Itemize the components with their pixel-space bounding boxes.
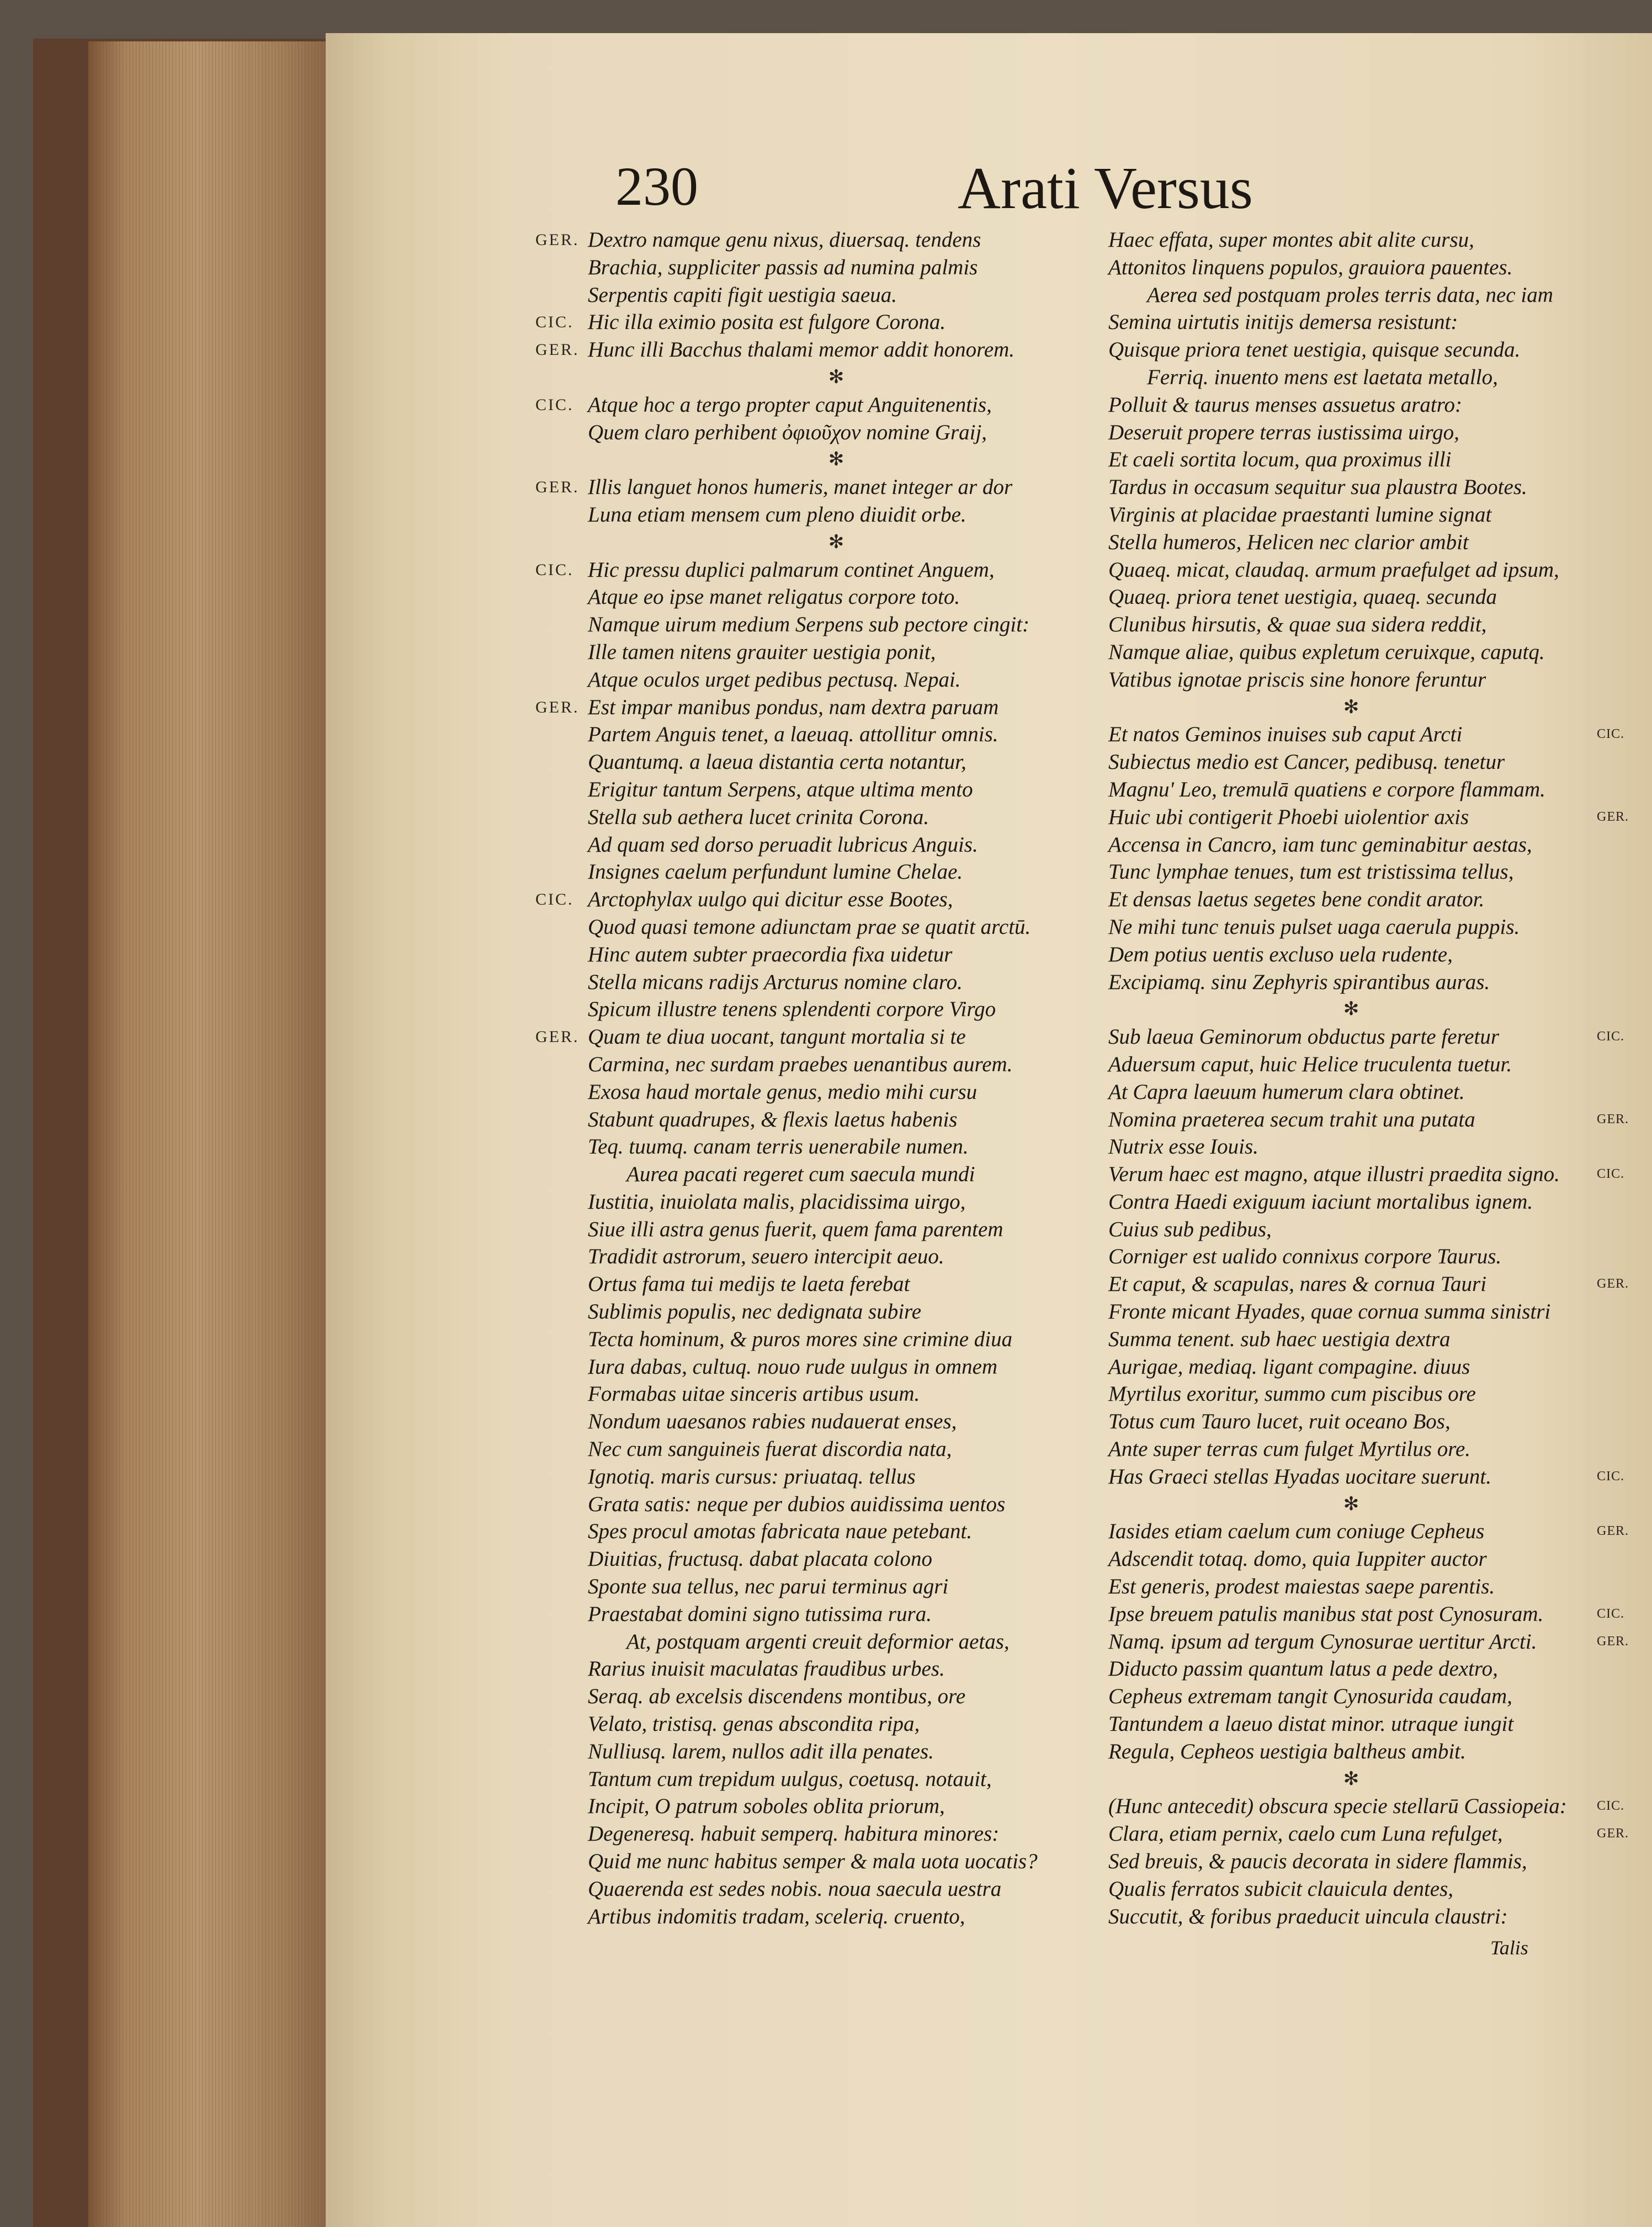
running-title: Arati Versus [958, 156, 1253, 221]
verse-line [1108, 1353, 1594, 1381]
verse-text: Adscendit totaq. domo, quia Iuppiter auctor [1108, 1547, 1487, 1571]
speaker-siglum: GER. [535, 478, 580, 497]
verse-line [1108, 1326, 1594, 1353]
verse-line [588, 254, 1085, 281]
verse-line [1108, 1903, 1594, 1931]
verse-text: Formabas uitae sinceris artibus usum. [588, 1382, 920, 1406]
verse-line [1108, 501, 1594, 529]
verse-line [588, 1106, 1085, 1134]
verse-line [588, 1271, 1085, 1298]
verse-line [1108, 1875, 1594, 1903]
section-ornament: ✻ [1343, 1493, 1359, 1514]
verse-text: Ad quam sed dorso peruadit lubricus Anguis. [588, 832, 978, 857]
verse-line [588, 748, 1085, 776]
verse-text: Semina uirtutis initijs demersa resistunt: [1108, 310, 1458, 334]
verse-text: Tantum cum trepidum uulgus, coetusq. notauit, [588, 1767, 992, 1791]
verse-text: Namque aliae, quibus expletum ceruixque, caputq. [1108, 640, 1545, 664]
verse-text: Spicum illustre tenens splendenti corpore Virgo [588, 997, 996, 1022]
speaker-siglum: GER. [535, 341, 580, 359]
verse-text: Tunc lymphae tenues, tum est tristissima tellus, [1108, 860, 1514, 884]
verse-text: Nulliusq. larem, nullos adit illa penates. [588, 1739, 934, 1763]
verse-text: Stella sub aethera lucet crinita Corona. [588, 805, 929, 829]
verse-text: Magnu' Leo, tremulā quatiens e corpore flammam. [1108, 777, 1545, 801]
verse-line [1108, 474, 1594, 501]
verse-line [588, 831, 1085, 859]
verse-text: Summa tenent. sub haec uestigia dextra [1108, 1327, 1451, 1351]
verse-text: Illis languet honos humeris, manet integer ar dor [588, 475, 1013, 499]
verse-line [588, 583, 1085, 611]
verse-text: Insignes caelum perfundunt lumine Chelae. [588, 860, 963, 884]
verse-text: Attonitos linquens populos, grauiora pauentes. [1108, 255, 1513, 279]
speaker-siglum: CIC. [535, 890, 574, 909]
verse-line [1108, 1545, 1594, 1573]
verse-text: Spes procul amotas fabricata naue petebant. [588, 1519, 973, 1544]
verse-text: Ne mihi tunc tenuis pulset uaga caerula puppis. [1108, 915, 1520, 939]
verse-line [1108, 858, 1594, 886]
verse-line [1108, 1683, 1594, 1710]
verse-text: (Hunc antecedit) obscura specie stellarū Cassiopeia: [1108, 1794, 1567, 1819]
verse-text: Sub laeua Geminorum obductus parte feretur [1108, 1025, 1500, 1049]
verse-text: Nutrix esse Iouis. [1108, 1135, 1258, 1159]
verse-line [1108, 1436, 1594, 1463]
verse-text: Vatibus ignotae priscis sine honore feruntur [1108, 667, 1486, 692]
verse-line [1108, 583, 1594, 611]
verse-line [588, 639, 1085, 666]
verse-line [588, 1848, 1085, 1875]
verse-text: Nondum uaesanos rabies nudauerat enses, [588, 1410, 957, 1434]
verse-line [1108, 1793, 1625, 1820]
speaker-siglum: GER. [1597, 1112, 1629, 1126]
verse-text: Quisque priora tenet uestigia, quisque secunda. [1108, 338, 1521, 362]
verse-line [1108, 1820, 1629, 1848]
verse-line [535, 336, 1085, 364]
verse-text: Et caput, & scapulas, nares & cornua Tauri [1108, 1272, 1487, 1296]
verse-text: Sponte sua tellus, nec parui terminus agri [588, 1575, 949, 1599]
verse-text: Clunibus hirsutis, & quae sua sidera reddit, [1108, 613, 1487, 637]
verse-text: Luna etiam mensem cum pleno diuidit orbe. [588, 502, 966, 527]
speaker-siglum: GER. [1597, 809, 1629, 824]
verse-line [1108, 1243, 1594, 1271]
verse-text: Has Graeci stellas Hyadas uocitare suerunt. [1108, 1464, 1491, 1489]
verse-text: Excipiamq. sinu Zephyris spirantibus auras. [1108, 970, 1490, 994]
verse-line [1108, 776, 1594, 804]
verse-text: Arctophylax uulgo qui dicitur esse Bootes, [588, 887, 953, 912]
verse-text: Seraq. ab excelsis discendens montibus, ore [588, 1684, 966, 1709]
verse-line [588, 996, 1085, 1023]
catchword: Talis [1490, 1937, 1528, 1959]
verse-text: Quaeq. priora tenet uestigia, quaeq. secunda [1108, 585, 1497, 609]
verse-line [588, 1545, 1085, 1573]
speaker-siglum: CIC. [1597, 727, 1625, 742]
verse-text: Hunc illi Bacchus thalami memor addit honorem. [588, 338, 1015, 362]
verse-line [588, 1793, 1085, 1820]
verse-line [535, 1023, 1085, 1051]
verse-text: Ipse breuem patulis manibus stat post Cynosuram. [1108, 1602, 1544, 1626]
verse-line [1108, 281, 1594, 309]
verse-line [588, 611, 1085, 639]
speaker-siglum: GER. [1597, 1826, 1629, 1841]
verse-text: Ignotiq. maris cursus: priuataq. tellus [588, 1464, 916, 1489]
verse-line [1108, 913, 1594, 941]
verse-line [1108, 309, 1594, 336]
verse-text: Quod quasi temone adiunctam prae se quatit arctū. [588, 915, 1031, 939]
verse-line [1108, 1710, 1594, 1738]
verse-line [535, 556, 1085, 584]
verse-line [1108, 1023, 1625, 1051]
verse-text: Incipit, O patrum soboles oblita priorum, [588, 1794, 945, 1819]
speaker-siglum: GER. [535, 1028, 580, 1046]
verse-text: Namq. ipsum ad tergum Cynosurae uertitur Arcti. [1108, 1629, 1537, 1654]
verse-line [588, 501, 1085, 529]
verse-line [1108, 336, 1594, 364]
verse-text: Iustitia, inuiolata malis, placidissima uirgo, [588, 1189, 966, 1214]
verse-line [1108, 804, 1629, 831]
verse-line [588, 1133, 1085, 1161]
verse-line [588, 1628, 1085, 1656]
verse-text: Verum haec est magno, atque illustri praedita signo. [1108, 1162, 1560, 1187]
left-column [535, 226, 1085, 1930]
verse-text: Carmina, nec surdam praebes uenantibus aurem. [588, 1052, 1013, 1076]
verse-line [588, 1380, 1085, 1408]
verse-text: Stabunt quadrupes, & flexis laetus habenis [588, 1107, 958, 1131]
verse-line [588, 858, 1085, 886]
verse-line [1108, 1518, 1629, 1545]
verse-line [1108, 1188, 1594, 1216]
verse-line [1108, 886, 1594, 913]
section-ornament: ✻ [828, 531, 844, 552]
verse-line [588, 1903, 1085, 1931]
verse-text: Et natos Geminos inuises sub caput Arcti [1108, 722, 1463, 747]
verse-line [1108, 254, 1594, 281]
verse-line [1108, 1463, 1625, 1491]
verse-text: Stella humeros, Helicen nec clarior ambit [1108, 530, 1469, 554]
verse-line [588, 1518, 1085, 1545]
verse-line [588, 1766, 1085, 1793]
verse-line [1108, 1161, 1625, 1188]
verse-text: Ante super terras cum fulget Myrtilus ore. [1108, 1437, 1471, 1461]
verse-line [1108, 1078, 1594, 1106]
verse-text: Artibus indomitis tradam, sceleriq. cruento, [588, 1904, 965, 1928]
verse-line [1108, 1216, 1594, 1243]
verse-text: Myrtilus exoritur, summo cum piscibus ore [1108, 1382, 1476, 1406]
speaker-siglum: CIC. [1597, 1799, 1625, 1814]
verse-text: Sed breuis, & paucis decorata in sidere flammis, [1108, 1849, 1527, 1874]
verse-text: Praestabat domini signo tutissima rura. [588, 1602, 932, 1626]
verse-line [588, 1216, 1085, 1243]
verse-text: Hic illa eximio posita est fulgore Corona. [588, 310, 946, 334]
page-number: 230 [615, 156, 698, 217]
verse-line [588, 721, 1085, 748]
verse-line [1108, 748, 1594, 776]
verse-text: Polluit & taurus menses assuetus aratro: [1108, 392, 1462, 417]
verse-text: Dem potius uentis excluso uela rudente, [1108, 942, 1453, 966]
verse-text: Totus cum Tauro lucet, ruit oceano Bos, [1108, 1410, 1451, 1434]
verse-text: Velato, tristisq. genas abscondita ripa, [588, 1712, 920, 1736]
verse-text: Tradidit astrorum, seuero intercipit aeuo. [588, 1245, 944, 1269]
verse-text: Teq. tuumq. canam terris uenerabile numen. [588, 1135, 969, 1159]
verse-text: Corniger est ualido connixus corpore Taurus. [1108, 1245, 1502, 1269]
section-ornament: ✻ [1343, 999, 1359, 1020]
verse-line [588, 1683, 1085, 1710]
speaker-siglum: GER. [1597, 1277, 1629, 1291]
verse-text: Deseruit propere terras iustissima uirgo, [1108, 420, 1459, 444]
verse-text: Quem claro perhibent ὀφιοῦχον nomine Graij, [588, 420, 987, 444]
verse-text: Quam te diua uocant, tangunt mortalia si te [588, 1025, 966, 1049]
speaker-siglum: CIC. [535, 313, 574, 332]
verse-line [1108, 391, 1594, 419]
verse-line [1108, 831, 1594, 859]
verse-line [1108, 1848, 1594, 1875]
verse-text: Aduersum caput, huic Helice truculenta tuetur. [1108, 1052, 1512, 1076]
verse-text: Haec effata, super montes abit alite cursu, [1108, 228, 1474, 252]
speaker-siglum: CIC. [535, 395, 574, 414]
verse-line [1108, 969, 1594, 996]
verse-text: Tantundem a laeuo distat minor. utraque iungit [1108, 1712, 1514, 1736]
right-column [1108, 226, 1629, 1930]
verse-text: Atque eo ipse manet religatus corpore toto. [588, 585, 960, 609]
verse-line [1108, 1051, 1594, 1078]
speaker-siglum: GER. [535, 698, 580, 716]
verse-text: Diducto passim quantum latus a pede dextro, [1108, 1657, 1498, 1681]
verse-text: Et caeli sortita locum, qua proximus illi [1108, 448, 1452, 472]
verse-text: Erigitur tantum Serpens, atque ultima mento [588, 777, 973, 801]
verse-line [588, 804, 1085, 831]
verse-line [1108, 364, 1594, 391]
verse-text: Brachia, suppliciter passis ad numina palmis [588, 255, 978, 279]
verse-text: Ferriq. inuento mens est laetata metallo, [1147, 365, 1498, 389]
verse-text: Atque oculos urget pedibus pectusq. Nepai. [588, 667, 961, 692]
verse-line [1108, 556, 1594, 584]
verse-text: Tardus in occasum sequitur sua plaustra Bootes. [1108, 475, 1527, 499]
verse-line [1108, 1271, 1629, 1298]
verse-text: Hic pressu duplici palmarum continet Anguem, [588, 557, 995, 582]
verse-line [588, 1875, 1085, 1903]
verse-text: Iasides etiam caelum cum coniuge Cepheus [1108, 1519, 1485, 1544]
verse-line [588, 1078, 1085, 1106]
verse-text: Virginis at placidae praestanti lumine signat [1108, 502, 1492, 527]
verse-line [1108, 446, 1594, 474]
verse-text: Quid me nunc habitus semper & mala uota uocatis? [588, 1849, 1038, 1874]
verse-line [1108, 1738, 1594, 1766]
verse-text: Huic ubi contigerit Phoebi uiolentior axis [1108, 805, 1469, 829]
verse-text: Quaerenda est sedes nobis. noua saecula uestra [588, 1877, 1002, 1901]
verse-text: Hinc autem subter praecordia fixa uidetur [588, 942, 953, 966]
verse-text: Iura dabas, cultuq. nouo rude uulgus in omnem [588, 1354, 998, 1379]
verse-text: Degeneresq. habuit semperq. habitura minores: [588, 1822, 1000, 1846]
verse-text: Tecta hominum, & puros mores sine crimine diua [588, 1327, 1013, 1351]
verse-line [535, 226, 1085, 254]
speaker-siglum: CIC. [1597, 1606, 1625, 1621]
verse-text: Sublimis populis, nec dedignata subire [588, 1300, 922, 1324]
speaker-siglum: CIC. [1597, 1029, 1625, 1044]
verse-line [1108, 639, 1594, 666]
verse-line [1108, 1298, 1594, 1326]
verse-text: Aurea pacati regeret cum saecula mundi [626, 1162, 975, 1187]
verse-line [1108, 666, 1594, 694]
verse-line [588, 1491, 1085, 1518]
verse-line [588, 1573, 1085, 1601]
verse-line [588, 1353, 1085, 1381]
verse-text: Fronte micant Hyades, quae cornua summa sinistri [1108, 1300, 1551, 1324]
speaker-siglum: GER. [1597, 1634, 1629, 1649]
verse-text: Partem Anguis tenet, a laeuaq. attollitur omnis. [588, 722, 998, 747]
verse-line [1108, 226, 1594, 254]
verse-text: Succutit, & foribus praeducit uincula claustri: [1108, 1904, 1508, 1928]
verse-line [1108, 529, 1594, 556]
speaker-siglum: GER. [535, 231, 580, 249]
verse-line [1108, 1655, 1594, 1683]
verse-line [1108, 1380, 1594, 1408]
verse-text: Cuius sub pedibus, [1108, 1217, 1272, 1241]
verse-text: Cepheus extremam tangit Cynosurida caudam, [1108, 1684, 1512, 1709]
verse-text: Rarius inuisit maculatas fraudibus urbes. [588, 1657, 945, 1681]
verse-line [535, 886, 1085, 913]
verse-line [588, 1738, 1085, 1766]
verse-text: Contra Haedi exiguum iaciunt mortalibus ignem. [1108, 1189, 1533, 1214]
verse-line [1108, 1106, 1629, 1134]
verse-text: Qualis ferratos subicit clauicula dentes, [1108, 1877, 1454, 1901]
verse-text: Est impar manibus pondus, nam dextra paruam [588, 695, 999, 719]
verse-text: Est generis, prodest maiestas saepe parentis. [1108, 1575, 1495, 1599]
verse-line [588, 281, 1085, 309]
verse-line [1108, 1573, 1594, 1601]
verse-line [535, 391, 1085, 419]
verse-text: Grata satis: neque per dubios auidissima uentos [588, 1492, 1006, 1516]
section-ornament: ✻ [828, 366, 844, 387]
verse-text: Clara, etiam pernix, caelo cum Luna refulget, [1108, 1822, 1503, 1846]
verse-text: Regula, Cepheos uestigia baltheus ambit. [1108, 1739, 1466, 1763]
section-ornament: ✻ [1343, 697, 1359, 717]
section-ornament: ✻ [828, 449, 844, 470]
verse-line [535, 694, 1085, 721]
verse-text: Ille tamen nitens grauiter uestigia ponit, [588, 640, 936, 664]
verse-line [588, 419, 1085, 447]
verse-line [588, 913, 1085, 941]
verse-text: Et densas laetus segetes bene condit arator. [1108, 887, 1485, 912]
verse-line [588, 1161, 1085, 1188]
verse-line [588, 1051, 1085, 1078]
verse-line [588, 941, 1085, 969]
verse-text: Namque uirum medium Serpens sub pectore cingit: [588, 613, 1030, 637]
verse-line [1108, 611, 1594, 639]
verse-line [1108, 1133, 1594, 1161]
verse-text: At Capra laeuum humerum clara obtinet. [1108, 1080, 1465, 1104]
verse-line [588, 1326, 1085, 1353]
verse-line [1108, 1628, 1629, 1656]
verse-text: Aerea sed postquam proles terris data, nec iam [1147, 283, 1553, 307]
verse-line [588, 776, 1085, 804]
verse-line [535, 309, 1085, 336]
verse-line [588, 1298, 1085, 1326]
verse-text: At, postquam argenti creuit deformior aetas, [626, 1629, 1010, 1654]
verse-text: Exosa haud mortale genus, medio mihi cursu [588, 1080, 978, 1104]
speaker-siglum: CIC. [1597, 1469, 1625, 1484]
verse-line [588, 1188, 1085, 1216]
verse-line [1108, 941, 1594, 969]
verse-line [588, 1820, 1085, 1848]
speaker-siglum: CIC. [535, 560, 574, 579]
section-ornament: ✻ [1343, 1768, 1359, 1789]
verse-text: Stella micans radijs Arcturus nomine claro. [588, 970, 963, 994]
verse-line [588, 1601, 1085, 1628]
verse-text: Quantumq. a laeua distantia certa notantur, [588, 750, 966, 774]
verse-line [588, 1436, 1085, 1463]
verse-text: Accensa in Cancro, iam tunc geminabitur aestas, [1108, 832, 1532, 857]
verse-text: Quaeq. micat, claudaq. armum praefulget ad ipsum, [1108, 557, 1559, 582]
verse-line [588, 1463, 1085, 1491]
speaker-siglum: CIC. [1597, 1167, 1625, 1182]
verse-text: Ortus fama tui medijs te laeta ferebat [588, 1272, 910, 1296]
verse-text: Nomina praeterea secum trahit una putata [1108, 1107, 1475, 1131]
verse-text: Serpentis capiti figit uestigia saeua. [588, 283, 897, 307]
verse-text: Diuitias, fructusq. dabat placata colono [588, 1547, 932, 1571]
verse-line [588, 969, 1085, 996]
speaker-siglum: GER. [1597, 1524, 1629, 1539]
verse-line [1108, 1601, 1625, 1628]
verse-line [1108, 721, 1625, 748]
verse-line [535, 474, 1085, 501]
verse-line [1108, 1408, 1594, 1436]
verse-line [588, 1243, 1085, 1271]
verse-text: Nec cum sanguineis fuerat discordia nata, [588, 1437, 952, 1461]
verse-text: Aurigae, mediaq. ligant compagine. diuus [1108, 1354, 1470, 1379]
verse-line [588, 1408, 1085, 1436]
verse-text: Dextro namque genu nixus, diuersaq. tendens [588, 228, 981, 252]
verse-line [588, 666, 1085, 694]
verse-text: Siue illi astra genus fuerit, quem fama parentem [588, 1217, 1003, 1241]
verse-text: Atque hoc a tergo propter caput Anguitenentis, [588, 392, 992, 417]
verse-text: Subiectus medio est Cancer, pedibusq. tenetur [1108, 750, 1505, 774]
verse-line [588, 1710, 1085, 1738]
verse-line [588, 1655, 1085, 1683]
verse-line [1108, 419, 1594, 447]
